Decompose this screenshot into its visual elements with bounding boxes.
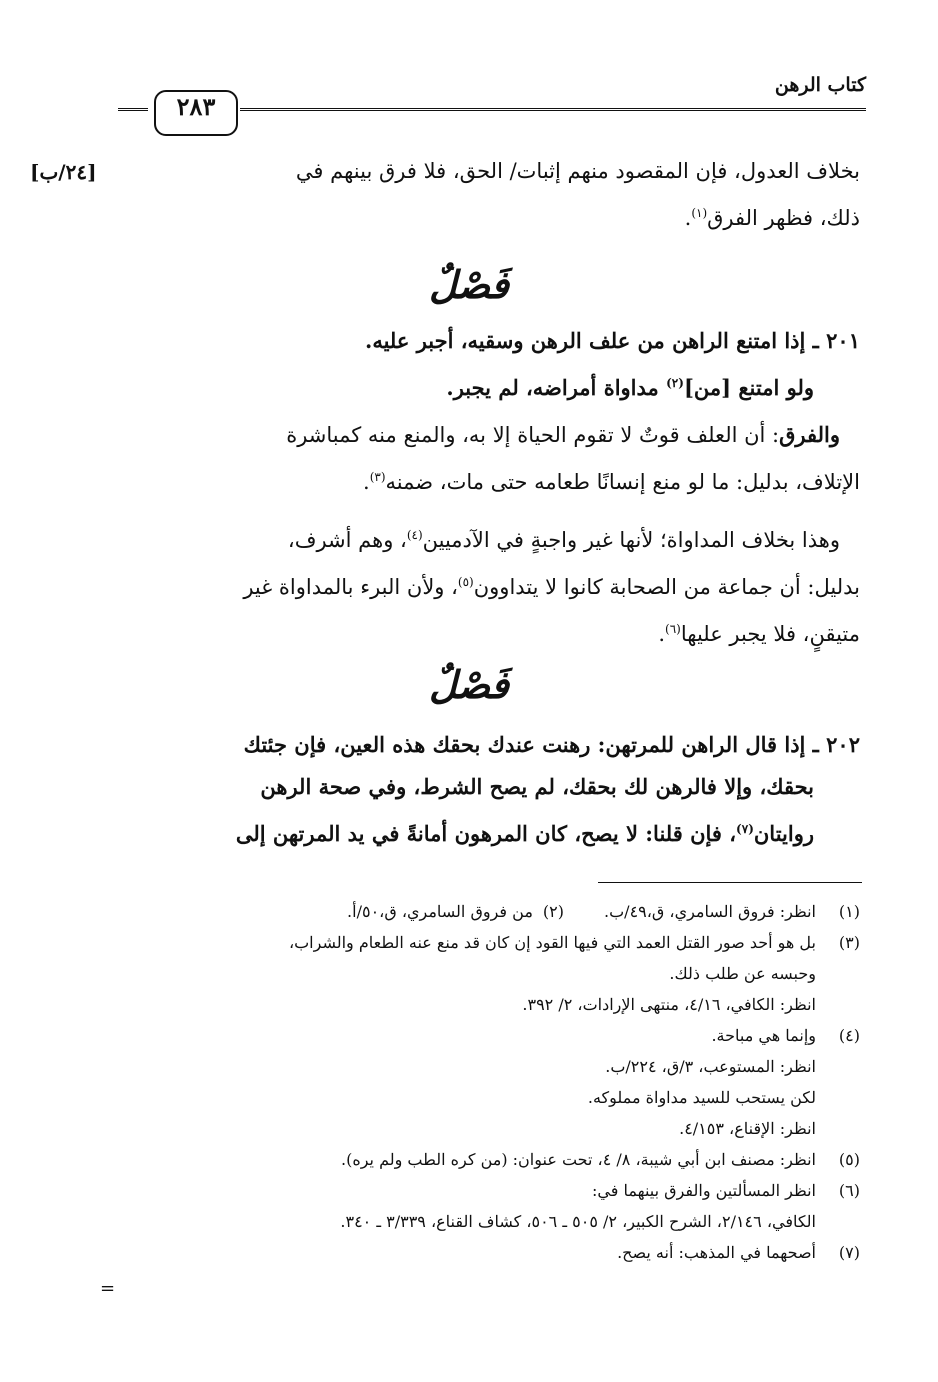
footnote-ref[interactable]: (٦)	[665, 622, 681, 636]
footnote-text: بل هو أحد صور القتل العمد التي فيها القود إن كان قد منع عنه الطعام والشراب،	[288, 933, 816, 952]
text-line: والفرق: أن العلف قوتٌ لا تقوم الحياة إلا به، والمنع منه كمباشرة	[286, 422, 840, 447]
footnote-text: انظر: مصنف ابن أبي شيبة، ٨/ ٤، تحت عنوان: (من كره الطب ولم يره).	[341, 1150, 816, 1169]
issue-201	[118, 320, 860, 409]
footnote-number: (٢)	[542, 902, 565, 921]
text-line: بدليل: أن جماعة من الصحابة كانوا لا يتداوون$^{(٥)}$، ولأن البرء بالمداواة غير	[243, 575, 860, 599]
footnote	[100, 896, 860, 927]
continuation-mark: =	[100, 1278, 116, 1299]
footnote	[100, 1020, 860, 1144]
header-rule	[240, 108, 866, 114]
footnote-ref[interactable]: (٢)	[666, 376, 684, 390]
text-line: بخلاف العدول، فإن المقصود منهم إثبات/ الحق، فلا فرق بينهم في	[295, 159, 860, 183]
intro-paragraph	[118, 150, 860, 239]
text-line: متيقنٍ، فلا يجبر عليها$^{(٦)}$.	[658, 622, 860, 646]
footnote-ref[interactable]: (٤)	[406, 528, 423, 542]
text-line: وهذا بخلاف المداواة؛ لأنها غير واجبةٍ في الآدميين$^{(٤)}$، وهم أشرف،	[287, 528, 840, 552]
footnote-text: أصحهما في المذهب: أنه يصح.	[617, 1243, 816, 1262]
footnote-separator	[598, 882, 862, 883]
footnote-number: (٥)	[838, 1150, 860, 1169]
chapter-title: كتاب الرهن	[774, 74, 866, 96]
footnote-text: من فروق السامري، ق،٥٠/أ.	[347, 902, 533, 921]
footnote-text: انظر: المستوعب، ٣/ق، ٢٢٤/ب.	[605, 1057, 816, 1076]
section-title: فَصْلٌ	[429, 662, 509, 707]
header-rule-short	[118, 108, 148, 114]
footnote-number: (٤)	[838, 1026, 860, 1045]
footnote-ref[interactable]: (٧)	[736, 822, 754, 836]
footnote-text: انظر: الإقناع، ٤/١٥٣.	[679, 1119, 816, 1138]
manuscript-folio-marker: [٢٤/ب]	[30, 160, 97, 184]
issue-line: ولو امتنع [من]$^{(٢)}$ مداواة أمراضه، لم يجبر.	[446, 375, 814, 400]
footnote-text: الكافي، ٢/١٤٦، الشرح الكبير، ٢/ ٥٠٥ ـ ٥٠٦، كشاف القناع، ٣/٣٣٩ ـ ٣٤٠.	[340, 1212, 816, 1231]
footnote-text: وحبسه عن طلب ذلك.	[669, 964, 816, 983]
issue-202	[118, 724, 860, 855]
difference-201	[118, 414, 860, 503]
footnote-number: (٦)	[838, 1181, 860, 1200]
issue-line: ٢٠١ ـ إذا امتنع الراهن من علف الرهن وسقيه، أجبر عليه.	[365, 328, 860, 353]
text-line: ذلك، فظهر الفرق$^{(١)}$.	[684, 206, 860, 230]
page-number: ٢٨٣	[176, 92, 216, 121]
difference-label: والفرق	[779, 422, 840, 447]
footnote-text: انظر: فروق السامري، ق،٤٩/ب.	[604, 902, 816, 921]
footnote	[100, 1144, 860, 1175]
footnote-ref[interactable]: (١)	[691, 206, 708, 220]
footnote-ref[interactable]: (٣)	[369, 470, 386, 484]
footnote-number: (٧)	[838, 1243, 860, 1262]
paragraph-201b	[118, 514, 860, 655]
issue-line: بحقك، وإلا فالرهن لك بحقك، لم يصح الشرط، وفي صحة الرهن	[260, 774, 814, 799]
footnote-ref[interactable]: (٥)	[457, 575, 474, 589]
section-title: فَصْلٌ	[429, 262, 509, 307]
footnote	[100, 1237, 860, 1268]
footnote-text: انظر المسألتين والفرق بينهما في:	[592, 1181, 816, 1200]
footnote-text: انظر: الكافي، ٤/١٦، منتهى الإرادات، ٢/ ٣٩٢.	[522, 995, 816, 1014]
issue-line: ٢٠٢ ـ إذا قال الراهن للمرتهن: رهنت عندك بحقك هذه العين، فإن جئتك	[243, 732, 860, 757]
page-header	[118, 70, 866, 130]
footnote	[100, 927, 860, 1020]
issue-line: روايتان$^{(٧)}$، فإن قلنا: لا يصح، كان المرهون أمانةً في يد المرتهن إلى	[235, 821, 814, 846]
footnote-number: (١)	[838, 902, 860, 921]
footnote	[100, 1175, 860, 1237]
footnote-text: وإنما هي مباحة.	[711, 1026, 816, 1045]
footnotes	[100, 896, 860, 1268]
text-line: الإتلاف، بدليل: ما لو منع إنسانًا طعامه حتى مات، ضمنه$^{(٣)}$.	[363, 470, 860, 494]
footnote-number: (٣)	[838, 933, 860, 952]
footnote-text: لكن يستحب للسيد مداواة مملوكه.	[587, 1088, 816, 1107]
